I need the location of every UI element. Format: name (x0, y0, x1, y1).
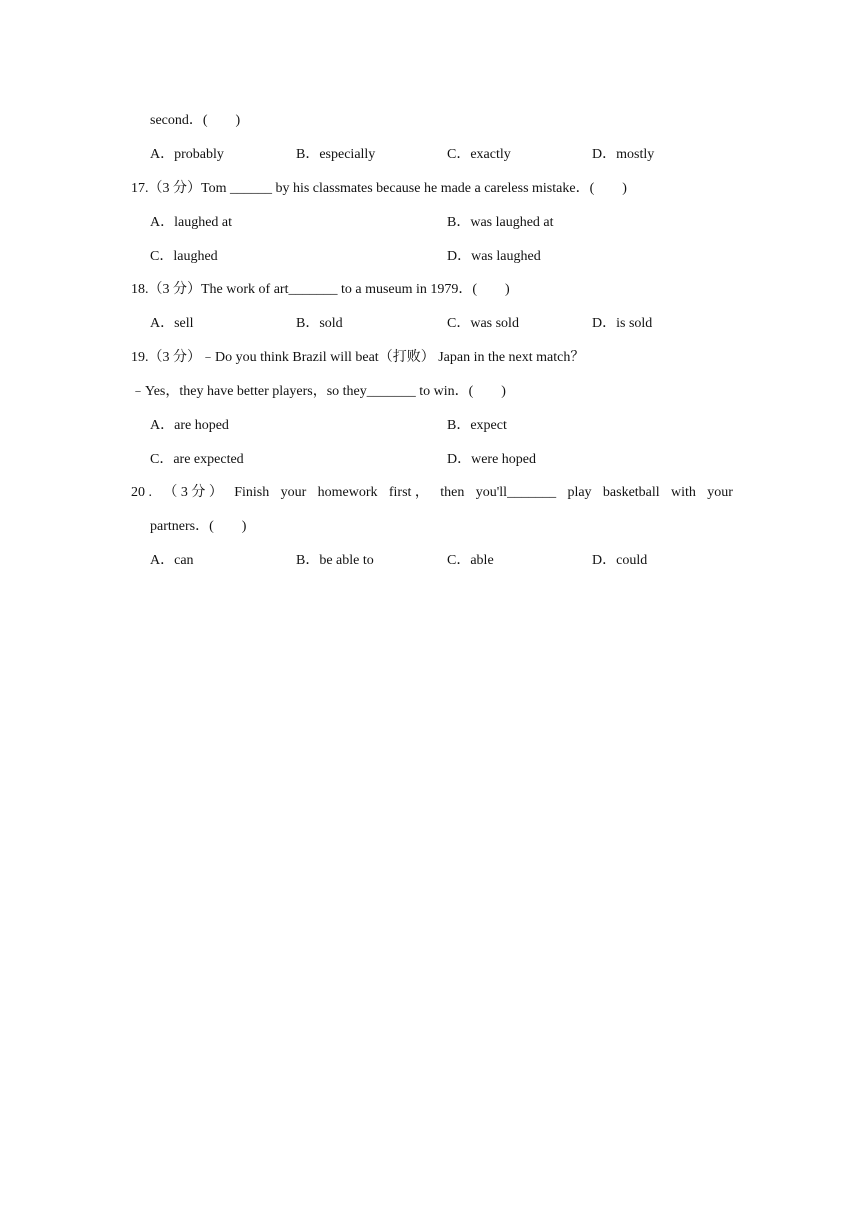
q17-option-b: B．was laughed at (447, 215, 554, 230)
q18-option-d: D．is sold (592, 316, 653, 331)
q20-stem-line1 (131, 483, 733, 503)
q18-stem: 18.（3 分）The work of art_______ to a museum in 1979．( ) (131, 282, 510, 297)
q20-word: your (707, 485, 733, 500)
q20-word: homework (317, 485, 378, 500)
q19-option-d: D．were hoped (447, 452, 537, 467)
q20-word: play (567, 485, 592, 500)
q17-stem: 17.（3 分）Tom ______ by his classmates because he made a careless mistake．( ) (131, 181, 627, 196)
q18-option-b: B．sold (296, 316, 343, 331)
q19-option-b: B．expect (447, 418, 507, 433)
q20-word: with (671, 485, 696, 500)
q20-word: first ， (388, 485, 429, 500)
q19-answer-line: ﹣Yes，they have better players，so they_______ to win．( ) (131, 384, 506, 399)
q20-word: 20 . (131, 485, 152, 500)
q17-option-a: A．laughed at (150, 215, 233, 230)
q19-stem: 19.（3 分）﹣Do you think Brazil will beat（打败） Japan in the next match？ (131, 350, 585, 365)
q18-option-a: A．sell (150, 316, 194, 331)
q16-stem-tail: second．( ) (150, 113, 241, 128)
q20-option-b: B．be able to (296, 553, 374, 568)
q19-option-c: C．are expected (150, 452, 244, 467)
q20-word: then (440, 485, 465, 500)
q18-option-c: C．was sold (447, 316, 519, 331)
q20-word: Finish (234, 485, 270, 500)
q16-option-b: B．especially (296, 147, 376, 162)
q17-option-d: D．was laughed (447, 249, 541, 264)
q20-stem-tail: partners．( ) (150, 519, 247, 534)
q20-word: （ 3 分 ） (163, 485, 223, 500)
q20-word: you'll_______ (475, 485, 557, 500)
q20-option-d: D．could (592, 553, 648, 568)
q20-option-a: A．can (150, 553, 194, 568)
q19-option-a: A．are hoped (150, 418, 229, 433)
q17-option-c: C．laughed (150, 249, 218, 264)
q16-option-c: C．exactly (447, 147, 511, 162)
q20-option-c: C．able (447, 553, 494, 568)
q16-option-d: D．mostly (592, 147, 655, 162)
q16-option-a: A．probably (150, 147, 224, 162)
q20-word: basketball (602, 485, 660, 500)
q20-word: your (280, 485, 307, 500)
